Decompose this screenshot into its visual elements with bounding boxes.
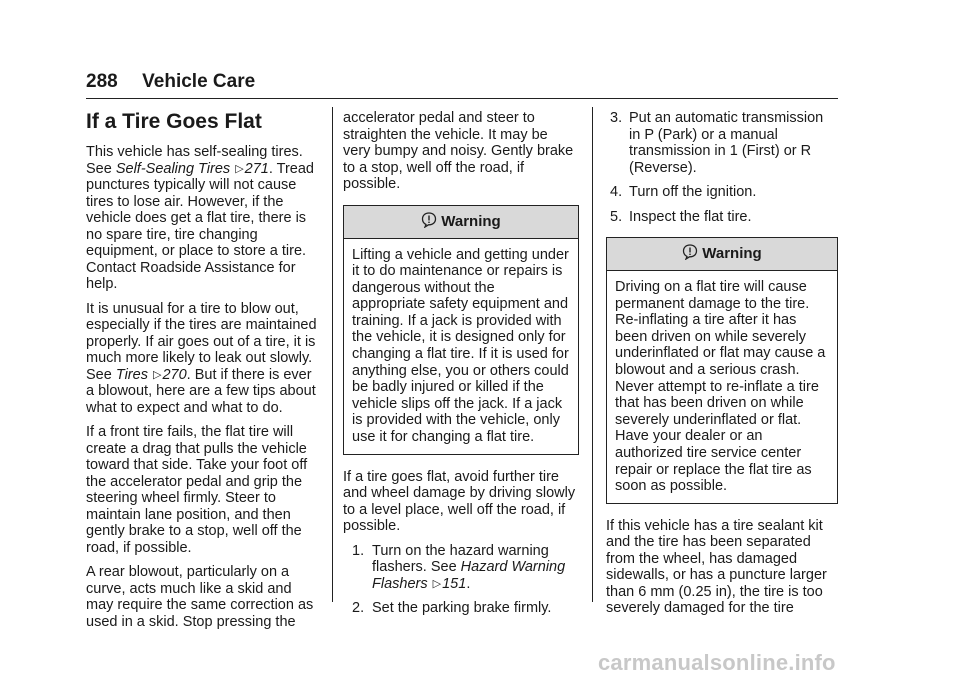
triangle-right-icon: ▷ (432, 577, 442, 590)
paragraph-rear-blowout: A rear blowout, particularly on a curve, acts much like a skid and may require the same correction as used in a skid. Stop pressing the (86, 564, 314, 630)
column-divider-2 (592, 107, 593, 602)
list-item: 2. Set the parking brake firmly. (352, 600, 552, 617)
warning-body (607, 271, 837, 503)
column-3 (606, 110, 838, 625)
topic-heading: If a Tire Goes Flat (86, 110, 262, 133)
paragraph-flat-avoid: If a tire goes flat, avoid further tire and wheel damage by driving slowly to a level place, well off the road, if possible. (343, 468, 576, 535)
column-1 (86, 110, 320, 638)
warning-text: Driving on a flat tire will cause permanent damage to the tire. Re-inflating a tire after it has been driven on while severely underinflated or flat may cause a blowout and a serious crash. Never attempt to re-inflate a tire that has been driven on while severely underinflated or flat. Have your dealer or an authorized tire service center repair or replace the flat tire as soon as possible. (615, 279, 826, 495)
column-divider-1 (332, 107, 333, 602)
list-item: 4. Turn off the ignition. (610, 184, 757, 200)
warning-header (607, 238, 837, 271)
list-item: 5. Inspect the flat tire. (610, 208, 752, 225)
triangle-right-icon: ▷ (235, 162, 244, 175)
steps-list-continued (606, 110, 838, 225)
header-rule (86, 98, 838, 99)
xref-link[interactable]: Tires ▷270 (115, 366, 187, 383)
warning-title: Warning (441, 212, 501, 230)
paragraph-continued: accelerator pedal and steer to straighten the vehicle. It may be very bumpy and noisy. Gently brake to a stop, well off the road, if possible. (343, 110, 574, 192)
warning-text: Lifting a vehicle and getting under it to do maintenance or repairs is dangerous without the appropriate safety equipment and training. If a jack is provided with the vehicle, it is designed only for changing a flat tire. If it is used for anything else, you or others could be badly injured or killed if the vehicle slips off the jack. If a jack is provided with the vehicle, only use it for changing a flat tire. (352, 246, 569, 446)
exclamation-bubble-icon (421, 212, 437, 228)
paragraph-self-sealing: This vehicle has self-sealing tires. See Self-Sealing Tires ▷271. Tread punctures typically will not cause tires to lose air. However, if the vehicle does get a flat tire, there is no spare tire, tire changing equipment, or place to store a tire. Contact Roadside Assistance for help. (86, 144, 314, 292)
exclamation-bubble-icon (682, 244, 698, 260)
column-2 (343, 110, 579, 625)
watermark-text: carmanualsonline.info (598, 650, 836, 675)
paragraph-sealant-kit: If this vehicle has a tire sealant kit and the tire has been separated from the wheel, has damaged sidewalls, or has a puncture larger than 6 mm (0.25 in), the tire is too severely damaged for the tire (606, 517, 827, 617)
page-header (86, 71, 838, 93)
warning-box (343, 205, 579, 455)
page-number: 288 (86, 71, 118, 92)
paragraph-blowout: It is unusual for a tire to blow out, especially if the tires are maintained properly. If air goes out of a tire, it is much more likely to leak out slowly. See Tires ▷270. But if there is ever a blowout, here are a few tips about what to expect and what to do. (86, 300, 317, 416)
list-item: 3. Put an automatic transmission in P (Park) or a manual transmission in 1 (First) or R (Reverse). (610, 110, 824, 176)
steps-list (343, 543, 579, 617)
xref-link[interactable]: Self-Sealing Tires ▷271 (115, 160, 269, 177)
list-item: 1. Turn on the hazard warning flashers. See Hazard Warning Flashers ▷151. (352, 542, 566, 592)
xref-link[interactable]: Hazard Warning Flashers ▷151 (372, 559, 566, 592)
section-title: Vehicle Care (142, 71, 256, 92)
paragraph-front-tire: If a front tire fails, the flat tire will create a drag that pulls the vehicle toward that side. Take your foot off the accelerator pedal and grip the steering wheel firmly. Steer to maintain lane position, and then gently brake to a stop, well off the road, if possible. (86, 424, 308, 556)
triangle-right-icon: ▷ (152, 368, 162, 381)
warning-header (344, 206, 578, 239)
warning-box (606, 237, 838, 504)
warning-title: Warning (702, 245, 762, 262)
warning-body (344, 239, 578, 454)
